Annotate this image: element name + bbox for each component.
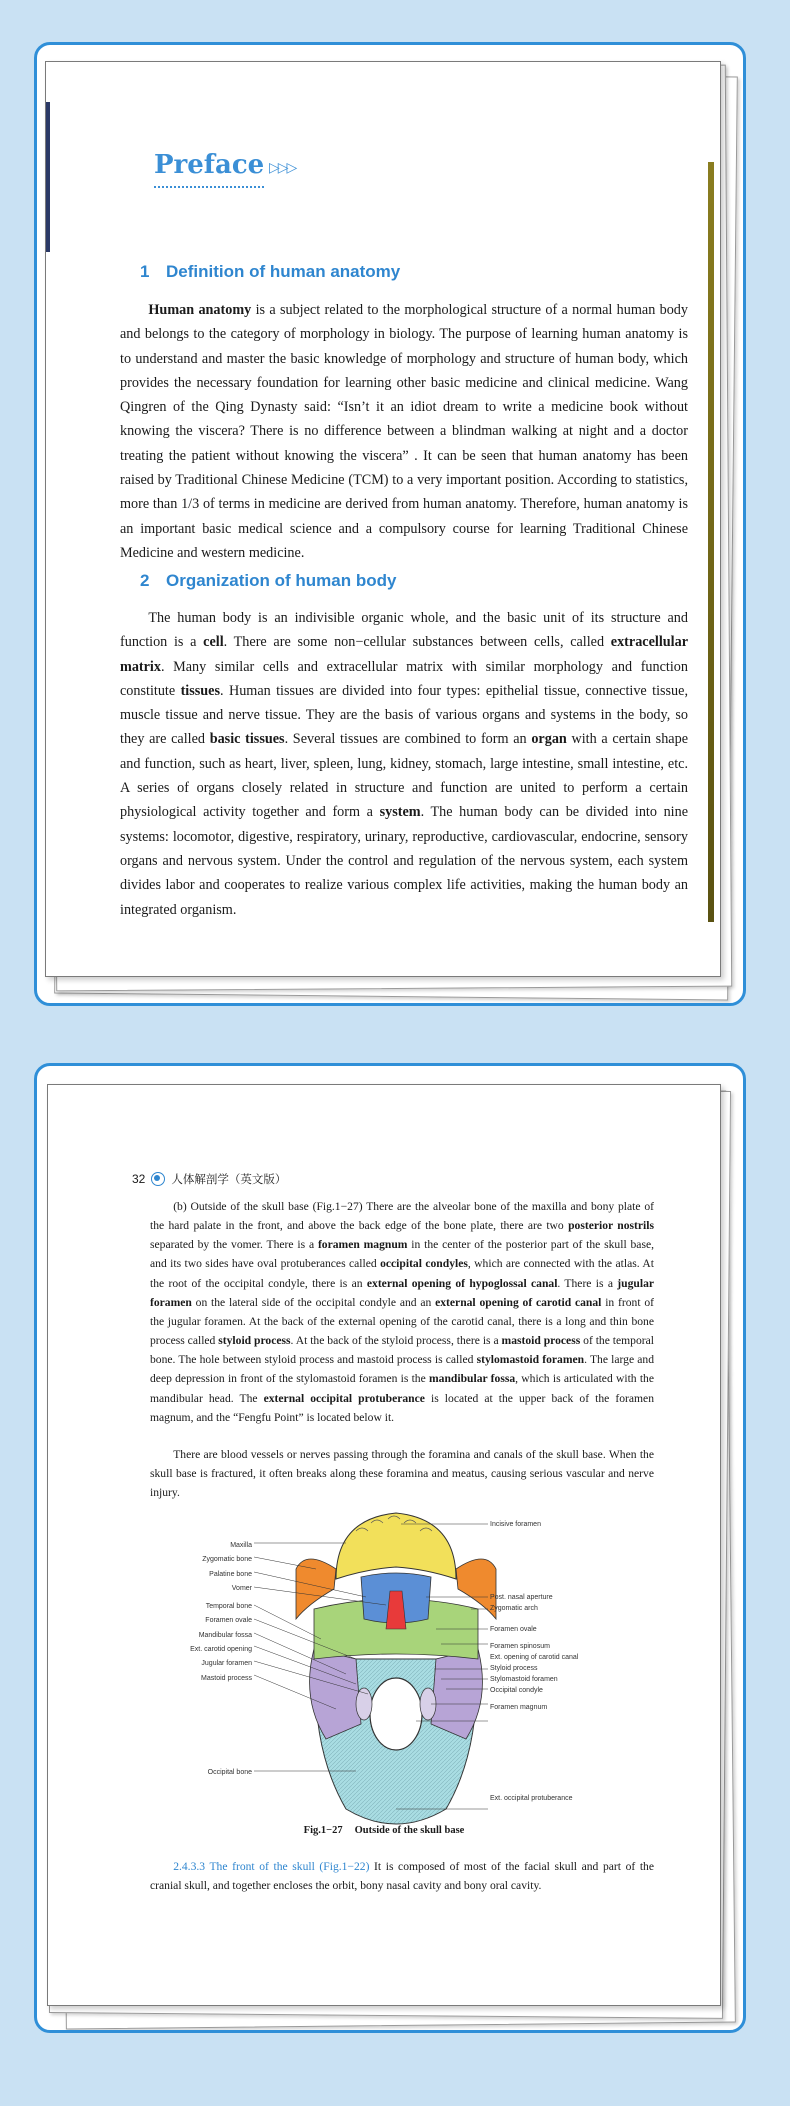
- bold-term: external opening of hypoglossal canal: [366, 1276, 558, 1290]
- figure-label: Foramen ovale: [205, 1617, 252, 1625]
- figure-label: Mandibular fossa: [198, 1631, 252, 1639]
- figure-number: Fig.1−27: [303, 1825, 343, 1836]
- text-run: . Several tissues are combined to form an: [284, 731, 532, 748]
- figure-caption: [48, 1825, 720, 1836]
- section-heading: [140, 571, 396, 591]
- text-run: . There is a: [557, 1276, 618, 1290]
- bold-term: occipital condyles: [380, 1257, 468, 1271]
- bold-term: external occipital protuberance: [263, 1391, 425, 1405]
- bold-term: stylomastoid foramen: [476, 1353, 585, 1367]
- figure-label: Occipital bone: [207, 1768, 252, 1776]
- page-edge-decor: [46, 102, 50, 252]
- text-run: is a subject related to the morphological structure of a normal human body and belongs to the category of morphology in biology. The purpose of learning human anatomy is to understand and master the basic knowledge of morphology and structure of human body, which provides the necessary foundation for learning other basic medicine and clinical medicine. Wang Qingren of the Qing Dynasty said: “Isn’t it an idiot dream to write a medicine book without knowing the viscera? There is no difference between a blindman walking at night and a doctor treating the patient without knowing the viscera” . It can be seen that human anatomy has been raised by Traditional Chinese Medicine (TCM) to a very important position. According to statistics, more than 1/3 of terms in medicine are derived from human anatomy. Therefore, human anatomy is an important basic medical science and a compulsory course for learning Traditional Chinese Medicine and western medicine.: [120, 302, 688, 561]
- text-run: , which are connected with the atlas. At the root of the occipital condyle, there is an: [150, 1257, 654, 1290]
- figure-label: Jugular foramen: [201, 1660, 252, 1668]
- paragraph: There are blood vessels or nerves passing through the foramina and canals of the skull base. When the skull base is fractured, it often breaks along these foramina and meatus, causing serious vascular and nerve injury.: [150, 1448, 654, 1500]
- paragraph: [120, 606, 688, 922]
- bold-term: tissues: [180, 682, 220, 699]
- bold-term: posterior nostrils: [568, 1219, 655, 1233]
- figure-label: Incisive foramen: [490, 1521, 541, 1528]
- figure-label: Maxilla: [230, 1542, 252, 1549]
- figure-labels-left: [128, 1539, 252, 1780]
- text-run: The human body is an indivisible organic whole, and the basic unit of its structure and function is a: [120, 610, 688, 651]
- figure-label: Temporal bone: [205, 1603, 252, 1611]
- paragraph: [150, 1197, 654, 1427]
- text-run: separated by the vomer. There is a: [150, 1238, 318, 1252]
- bold-term: mastoid process: [501, 1334, 581, 1348]
- figure-label: Ext. carotid opening: [190, 1646, 252, 1654]
- text-run: . Many similar cells and extracellular matrix with similar morphology and function constitute: [120, 658, 688, 699]
- paragraph: [120, 298, 688, 565]
- book-page: [45, 61, 721, 977]
- bold-term: extracellular matrix: [120, 634, 688, 675]
- text-run: . At the back of the styloid process, there is a: [290, 1334, 502, 1348]
- bold-term: cell: [203, 634, 224, 651]
- figure-label: Foramen ovale: [490, 1626, 537, 1633]
- figure-label: Occipital condyle: [490, 1687, 543, 1694]
- figure-label: Vomer: [231, 1584, 252, 1592]
- bold-term: basic tissues: [209, 731, 285, 748]
- arrow-icon: ▷▷▷: [269, 160, 296, 176]
- paragraph: [150, 1857, 654, 1895]
- bold-term: foramen magnum: [317, 1238, 408, 1252]
- text-run: , which is articulated with the mandibular head. The: [150, 1372, 654, 1405]
- text-run: in front of the jugular foramen. At the back of the external opening of the carotid canal, there is a long and thin bone process called: [150, 1295, 654, 1348]
- section-heading: [140, 262, 400, 282]
- bold-term: external opening of carotid canal: [435, 1295, 602, 1309]
- figure-label: Palatine bone: [209, 1570, 252, 1578]
- bold-term: Human anatomy: [148, 302, 252, 318]
- figure-label: Styloid process: [490, 1665, 538, 1672]
- text-run: . There are some non−cellular substances between cells, called: [223, 634, 611, 651]
- subsection-heading: 2.4.3.3 The front of the skull (Fig.1−22): [173, 1860, 370, 1873]
- section-title: Definition of human anatomy: [166, 262, 401, 281]
- bold-term: jugular foramen: [150, 1276, 655, 1309]
- book-logo-icon: [151, 1172, 165, 1186]
- text-run: (b) Outside of the skull base (Fig.1−27) There are the alveolar bone of the maxilla and bony plate of the hard palate in the front, and above the back edge of the bone plate, there are two: [150, 1200, 654, 1233]
- text-run: with a certain shape and function, such as heart, liver, spleen, lung, kidney, stomach, large intestine, small intestine, etc. A series of organs closely related in structure and function are united to perform a certain physiological activity together and form a: [120, 731, 688, 821]
- section-number: 2: [140, 571, 150, 590]
- section-number: 1: [140, 262, 150, 281]
- text-run: . The human body can be divided into nine systems: locomotor, digestive, respiratory, urinary, reproductive, cardiovascular, endocrine, sensory organs and nervous system. Under the control and regulation of the nervous system, each system divides labor and cooperates to realize various complex life activities, making the human body an integrated organism.: [120, 804, 689, 918]
- bold-term: mandibular fossa: [429, 1372, 516, 1386]
- figure-label: Ext. occipital protuberance: [490, 1795, 573, 1802]
- figure-label: Post. nasal aperture: [490, 1594, 553, 1601]
- figure-label: Stylomastoid foramen: [490, 1676, 558, 1683]
- bold-term: organ: [531, 731, 567, 748]
- text-run: of the temporal bone. The hole between styloid process and mastoid process is called: [150, 1334, 654, 1367]
- figure-labels-right: [490, 1519, 610, 1804]
- skull-page-card: [34, 1063, 746, 2033]
- section-title: Organization of human body: [166, 571, 397, 590]
- text-run: in the center of the posterior part of the skull base, and its two sides have oval protuberances called: [150, 1238, 655, 1271]
- preface-card: [34, 42, 746, 1006]
- figure-label: Mastoid process: [201, 1674, 252, 1682]
- text-run: is located at the upper back of the foramen magnum, and the “Fengfu Point” is located below it.: [150, 1391, 654, 1424]
- text-run: . The large and deep depression in front of the stylomastoid foramen is the: [150, 1353, 654, 1386]
- figure-label: Zygomatic arch: [490, 1605, 538, 1612]
- figure-label: Zygomatic bone: [202, 1556, 252, 1564]
- preface-title: Preface: [154, 150, 264, 188]
- page-edge-decor: [708, 162, 714, 922]
- figure-caption-text: Outside of the skull base: [354, 1825, 465, 1836]
- text-run: on the lateral side of the occipital condyle and an: [191, 1295, 436, 1309]
- bold-term: styloid process: [218, 1334, 291, 1348]
- page-number: 32: [132, 1172, 146, 1186]
- figure-label: Foramen spinosum: [490, 1643, 550, 1650]
- running-header: [132, 1171, 286, 1187]
- figure-label: Ext. opening of carotid canal: [490, 1654, 579, 1661]
- figure-label: Foramen magnum: [490, 1704, 548, 1711]
- text-run: It is composed of most of the facial skull and part of the cranial skull, and together encloses the orbit, bony nasal cavity and bony oral cavity.: [150, 1860, 655, 1893]
- book-title: 人体解剖学（英文版）: [171, 1174, 287, 1186]
- text-run: . Human tissues are divided into four types: epithelial tissue, connective tissue, muscle tissue and nerve tissue. They are the basis of various organs and systems in the body, so they are called: [120, 682, 688, 748]
- book-page: [47, 1084, 721, 2006]
- bold-term: system: [379, 804, 421, 821]
